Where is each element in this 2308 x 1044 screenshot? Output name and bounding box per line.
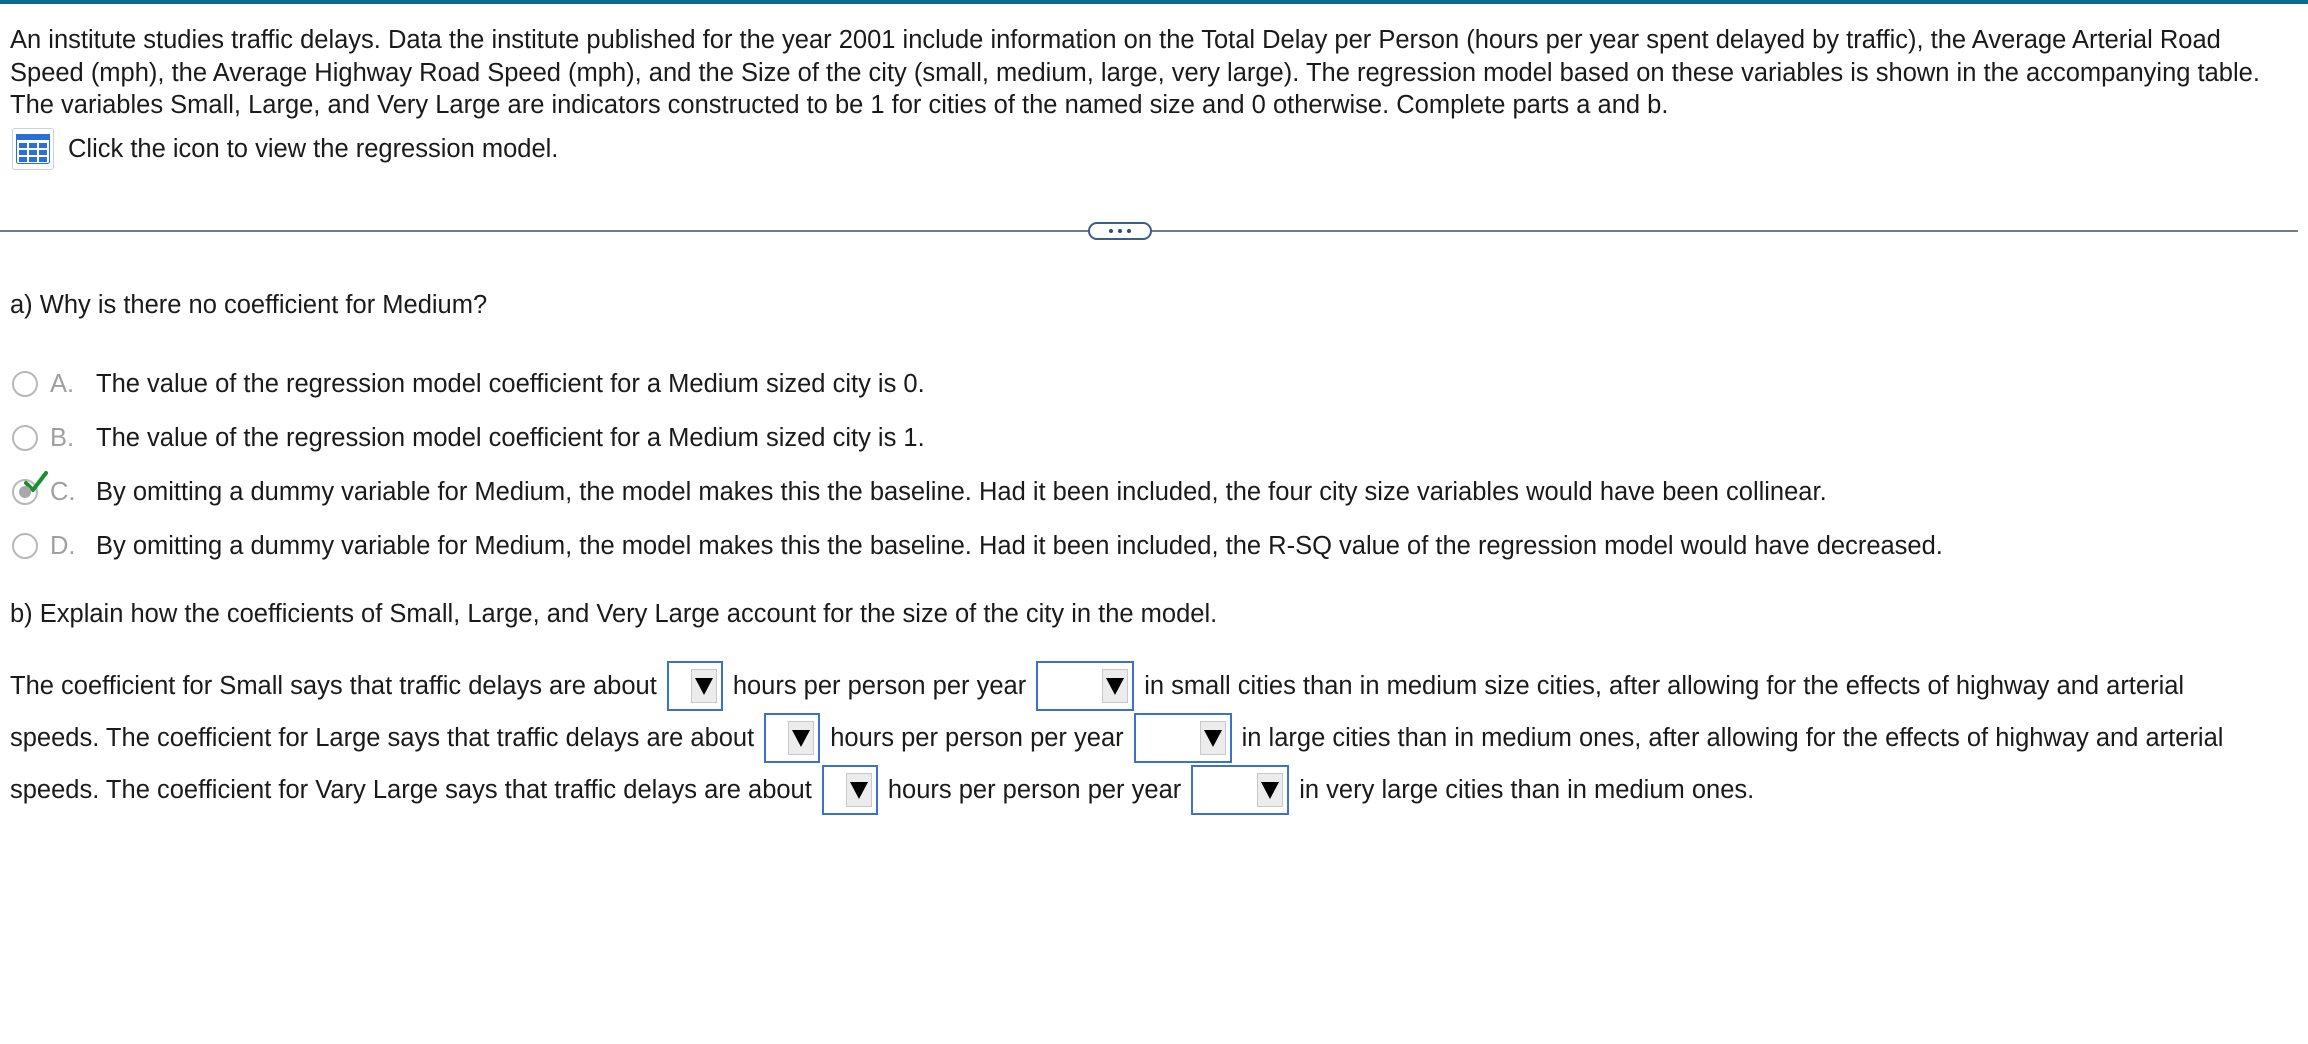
dropdown-arrow-icon <box>1200 721 1226 755</box>
very-large-direction-dropdown[interactable] <box>1191 765 1289 815</box>
option-c[interactable] <box>12 474 1827 510</box>
view-regression-row <box>12 128 558 170</box>
table-grid-icon[interactable] <box>12 128 54 170</box>
very-large-hours-dropdown[interactable] <box>822 765 878 815</box>
line3-text-2: hours per person per year <box>887 775 1182 804</box>
checkmark-icon <box>24 471 48 493</box>
option-b[interactable] <box>12 420 925 456</box>
large-hours-dropdown[interactable] <box>764 713 820 763</box>
option-d-letter: D. <box>50 531 76 560</box>
line2-text-3: in large cities than in medium ones, after allowing for the effects of highway and arterial <box>1241 723 2224 752</box>
part-a-question: a) Why is there no coefficient for Medium? <box>10 291 488 319</box>
ellipsis-icon <box>1109 229 1113 233</box>
intro-text: An institute studies traffic delays. Data the institute published for the year 2001 include information on the Total Delay per Person (hours per year spent delayed by traffic), the Average Arterial Road Speed (mph), the Average Highway Road Speed (mph), and the Size of the city (small, medium, large, very large). The regression model based on these variables is shown in the accompanying table. The variables Small, Large, and Very Large are indicators constructed to be 1 for cities of the named size and 0 otherwise. Complete parts a and b. <box>10 26 2260 119</box>
line1-text-1: The coefficient for Small says that traffic delays are about <box>10 671 657 700</box>
option-c-text: By omitting a dummy variable for Medium, the model makes this the baseline. Had it been included, the four city size variables would have been collinear. <box>96 477 1827 506</box>
dropdown-arrow-icon <box>1102 669 1128 703</box>
answer-line-2 <box>10 712 2300 764</box>
line2-text-2: hours per person per year <box>830 723 1124 752</box>
option-c-letter: C. <box>50 477 76 506</box>
line3-text-1: speeds. The coefficient for Vary Large says that traffic delays are about <box>10 775 812 804</box>
option-a[interactable] <box>12 366 925 402</box>
option-a-letter: A. <box>50 369 75 398</box>
radio-b[interactable] <box>12 425 38 451</box>
small-direction-dropdown[interactable] <box>1036 661 1134 711</box>
line3-text-3: in very large cities than in medium ones. <box>1299 775 1755 804</box>
dropdown-arrow-icon <box>1257 773 1283 807</box>
part-b-answer-paragraph <box>10 660 2300 816</box>
line1-text-2: hours per person per year <box>732 671 1027 700</box>
option-b-text: The value of the regression model coefficient for a Medium sized city is 1. <box>96 423 925 452</box>
line1-text-3: in small cities than in medium size cities, after allowing for the effects of highway and arterial <box>1144 671 2185 700</box>
line2-text-1: speeds. The coefficient for Large says that traffic delays are about <box>10 723 755 752</box>
large-direction-dropdown[interactable] <box>1134 713 1232 763</box>
option-b-letter: B. <box>50 423 75 452</box>
expand-ellipsis-button[interactable] <box>1088 222 1152 240</box>
radio-d[interactable] <box>12 533 38 559</box>
radio-a[interactable] <box>12 371 38 397</box>
option-d[interactable] <box>12 528 1943 564</box>
top-accent-bar <box>0 0 2308 4</box>
option-a-text: The value of the regression model coefficient for a Medium sized city is 0. <box>96 369 925 398</box>
view-regression-label[interactable]: Click the icon to view the regression model. <box>68 134 559 163</box>
dropdown-arrow-icon <box>691 669 717 703</box>
answer-line-3 <box>10 764 2300 816</box>
dropdown-arrow-icon <box>788 721 814 755</box>
answer-line-1 <box>10 660 2300 712</box>
small-hours-dropdown[interactable] <box>667 661 723 711</box>
option-d-text: By omitting a dummy variable for Medium, the model makes this the baseline. Had it been included, the R-SQ value of the regression model would have decreased. <box>96 531 1943 560</box>
dropdown-arrow-icon <box>846 773 872 807</box>
problem-statement <box>10 24 2290 122</box>
part-b-question: b) Explain how the coefficients of Small, Large, and Very Large account for the size of the city in the model. <box>10 600 1218 628</box>
radio-c[interactable] <box>12 479 38 505</box>
